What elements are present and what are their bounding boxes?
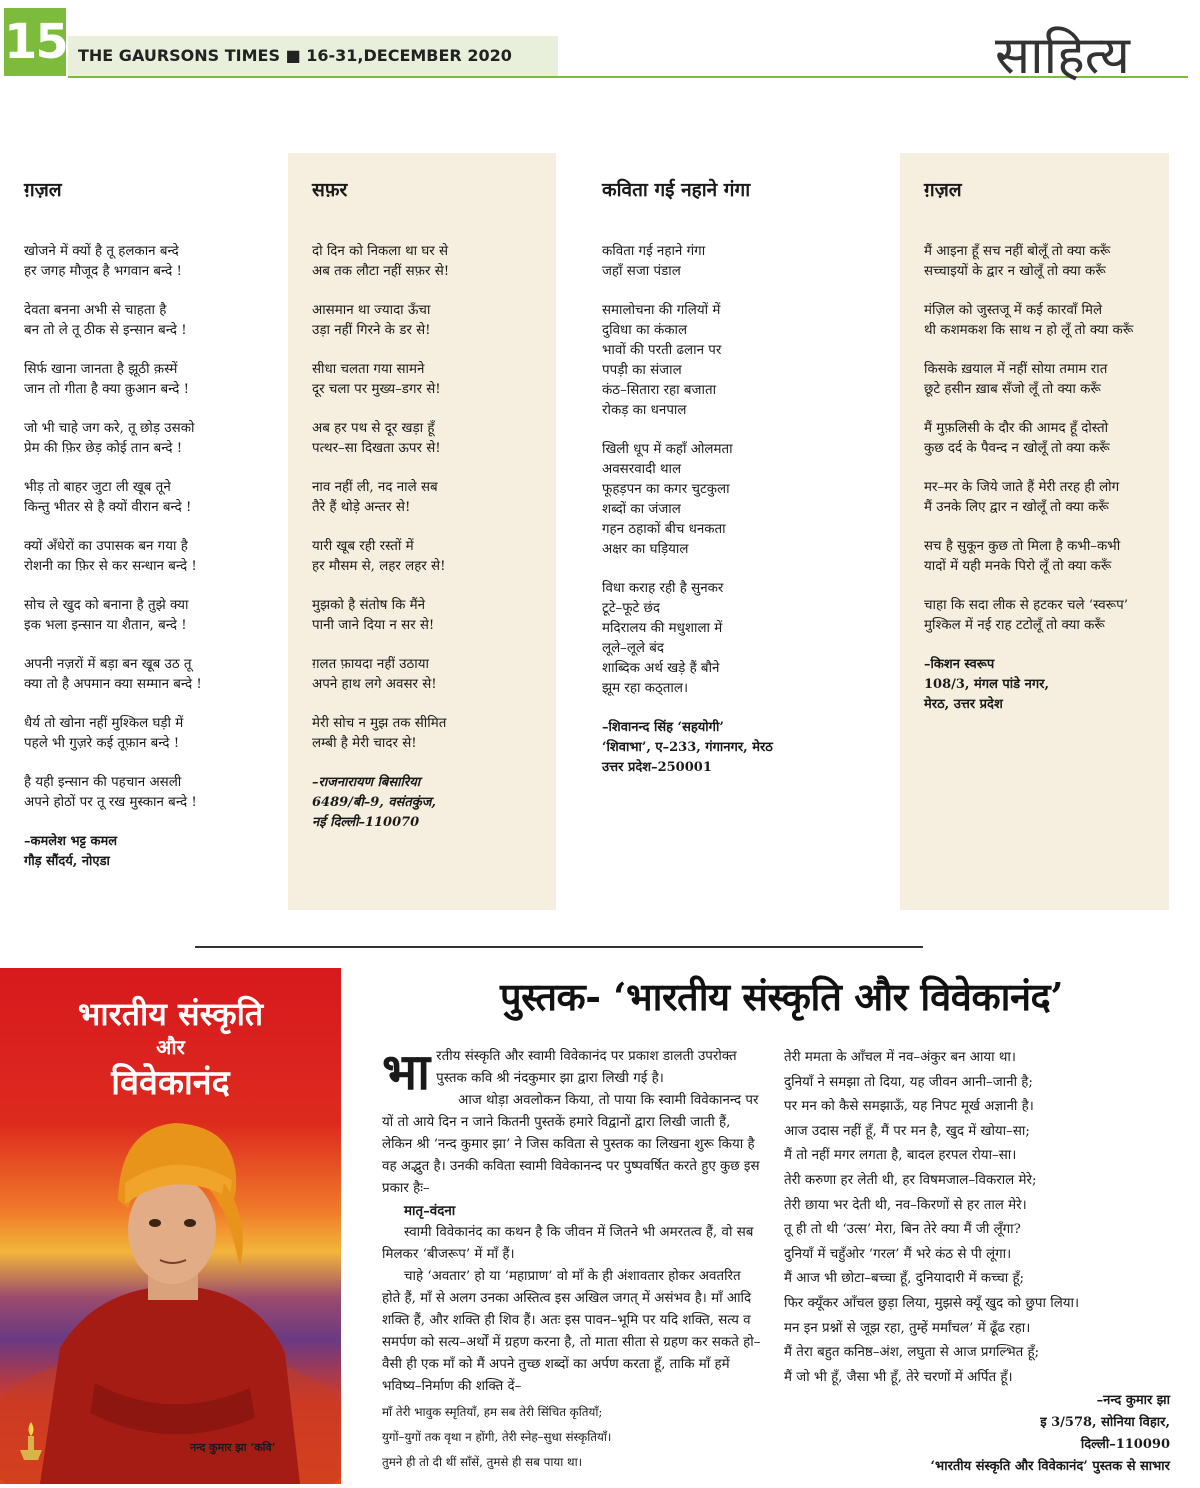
poem-line: गहन ठहाकों बीच धनकता — [602, 522, 726, 537]
credit-line: नई दिल्ली–110070 — [312, 815, 420, 830]
poem-line: झूम रहा कठ्ताल। — [602, 681, 689, 696]
poem-line: सोच ले खुद को बनाना है तुझे क्या — [24, 598, 189, 613]
poem-safar — [312, 178, 552, 833]
stanza — [312, 537, 552, 577]
stanza — [312, 596, 552, 636]
article-para-4: चाहे ‘अवतार’ हो या ‘महाप्राण’ वो माँ के ही अंशावतार होकर अवतरित होते हैं, माँ से अलग उनका अस्तित्व इस अखिल जगत् में असंभव है। माँ आदि शक्ति हैं, और शक्ति ही शिव हैं। अतः इस पावन–भूमि पर यदि शक्ति, सत्य व समर्पण को सत्य–अर्थों में ग्रहण करना है, तो माता सीता से ग्रहण कर सकते हो– वैसी ही एक माँ को मैं अपने तुच्छ शब्दों का अर्पण करता हूँ, ताकि माँ हमें भविष्य–निर्माण की शक्ति दें– — [382, 1269, 761, 1394]
verse-line: तेरी ममता के आँचल में नव–अंकुर बन आया था। — [784, 1050, 1016, 1065]
poem-credit — [312, 773, 552, 833]
poem-line: खिली धूप में कहाँ ओलमता — [602, 442, 733, 457]
stanza — [312, 655, 552, 695]
stanza — [924, 360, 1169, 400]
poem-line: सच्चाइयों के द्वार न खोलूँ तो क्या करूँ — [924, 264, 1106, 279]
stanza — [24, 537, 274, 577]
cover-title-line2: और — [156, 1035, 185, 1059]
verse-line: माँ तेरी भावुक स्मृतियाँ, हम सब तेरी सिंचित कृतियाँ; — [382, 1405, 603, 1419]
section-title: साहित्य — [995, 26, 1130, 86]
verse-line: मैं तेरा बहुत कनिष्ठ–अंश, लघुता से आज प्रगल्भित हूँ; — [784, 1345, 1040, 1361]
credit-line: उत्तर प्रदेश–250001 — [602, 760, 712, 775]
verse-line: मैं तो नहीं मगर लगता है, बादल हरपल रोया–सा। — [784, 1148, 1017, 1164]
article-subhead: मातृ–वंदना — [404, 1203, 456, 1219]
poem-line: पपड़ी का संजाल — [602, 363, 682, 378]
verse-left — [382, 1400, 762, 1475]
stanza — [24, 773, 274, 813]
verse-line: तेरी छाया भर देती थी, नव–किरणों से हर ताल मेरे। — [784, 1197, 1027, 1213]
poem-line: टूटे–फूटे छंद — [602, 601, 661, 616]
poem-line: मैं आइना हूँ सच नहीं बोलूँ तो क्या करूँ — [924, 244, 1111, 259]
credit-line: 108/3, मंगल पांडे नगर, — [924, 677, 1050, 692]
credit-line: –कमलेश भट्ट कमल — [24, 834, 118, 849]
credit-line: –राजनारायण बिसारिया — [312, 775, 421, 790]
stanza — [312, 478, 552, 518]
verse-line: तुमने ही तो दी थीं साँसें, तुमसे ही सब पाया था। — [382, 1455, 583, 1469]
poem-line: खोजने में क्यों है तू हलकान बन्दे — [24, 244, 179, 259]
poem-line: बन तो ले तू ठीक से इन्सान बन्दे ! — [24, 323, 187, 338]
verse-line: आज उदास नहीं हूँ, मैं पर मन है, खुद में खोया–सा; — [784, 1123, 1030, 1139]
verse-line: पर मन को कैसे समझाऊँ, यह निपट मूर्ख अज्ञानी है। — [784, 1099, 1034, 1115]
stanza — [924, 596, 1169, 636]
poem-line: देवता बनना अभी से चाहता है — [24, 303, 167, 318]
article-headline: पुस्तक- ‘भारतीय संस्कृति और विवेकानंद’ — [500, 974, 1063, 1019]
poem-line: विधा कराह रही है सुनकर — [602, 581, 724, 596]
article-signature — [931, 1390, 1170, 1478]
poem-line: सच है सुकून कुछ तो मिला है कभी–कभी — [924, 539, 1121, 554]
poem-line: भीड़ तो बाहर जुटा ली खूब तूने — [24, 480, 171, 495]
stanza — [924, 478, 1169, 518]
poem-ghazal-2 — [924, 178, 1169, 715]
poem-line: क्यों अँधेरों का उपासक बन गया है — [24, 539, 188, 554]
page-number: 15 — [4, 8, 66, 76]
poem-line: समालोचना की गलियों में — [602, 303, 721, 318]
credit-line: –शिवानन्द सिंह ‘सहयोगी’ — [602, 720, 724, 735]
poem-line: हर जगह मौजूद है भगवान बन्दे ! — [24, 264, 182, 279]
stanza — [24, 714, 274, 754]
cover-title-line3: विवेकानंद — [111, 1063, 230, 1103]
poem-line: किसके ख़याल में नहीं सोया तमाम रात — [924, 362, 1108, 377]
verse-line: तेरी करुणा हर लेती थी, हर विषमजाल–विकराल मेरे; — [784, 1172, 1037, 1188]
stanza — [602, 242, 892, 282]
poem-line: दो दिन को निकला था घर से — [312, 244, 449, 259]
credit-line: 6489/बी–9, वसंतकुंज, — [312, 795, 436, 810]
poem-line: शब्दों का जंजाल — [602, 502, 681, 517]
stanza — [312, 714, 552, 754]
verse-line: तू ही तो थी ‘उत्स’ मेरा, बिन तेरे क्या मैं जी लूँगा? — [784, 1222, 1021, 1238]
verse-line: फिर क्यूँकर आँचल छुड़ा लिया, मुझसे क्यूँ खुद को छुपा लिया। — [784, 1295, 1080, 1311]
poem-line: मैं उनके लिए द्वार न खोलूँ तो क्या करूँ — [924, 500, 1109, 515]
poem-line: कुछ दर्द के पैवन्द न खोलूँ तो क्या करूँ — [924, 441, 1110, 456]
poem-line: है यही इन्सान की पहचान असली — [24, 775, 182, 790]
stanza — [24, 655, 274, 695]
stanza — [602, 440, 892, 560]
poem-title: सफ़र — [312, 179, 348, 201]
poem-line: दूर चला पर मुख्य–डगर से! — [312, 382, 441, 397]
poem-line: अपने हाथ लगे अवसर से! — [312, 677, 437, 692]
verse-line: दुनियाँ में चहुँओर ‘गरल’ मैं भरे कंठ से पी लूंगा। — [784, 1246, 1012, 1262]
poem-line: फूहड़पन का कगर चुटकुला — [602, 482, 730, 497]
signature-line: इ 3/578, सोनिया विहार, — [1040, 1415, 1170, 1430]
stanza — [924, 537, 1169, 577]
cover-author: नन्द कुमार झा ‘कवि’ — [190, 1441, 276, 1454]
poem-line: चाहा कि सदा लीक से हटकर चले ‘स्वरूप’ — [924, 598, 1128, 613]
drop-cap: भा — [382, 1042, 431, 1101]
stanza — [312, 360, 552, 400]
stanza — [924, 301, 1169, 341]
poem-line: थी कशमकश कि साथ न हो लूँ तो क्या करूँ — [924, 323, 1134, 338]
poem-line: किन्तु भीतर से है क्यों वीरान बन्दे ! — [24, 500, 192, 515]
stanza — [312, 242, 552, 282]
stanza — [602, 579, 892, 699]
poem-line: शाब्दिक अर्थ खड़े हैं बौने — [602, 661, 720, 676]
stanza — [24, 419, 274, 459]
poem-line: पहले भी गुज़रे कई तूफ़ान बन्दे ! — [24, 736, 180, 751]
article-para-1: रतीय संस्कृति और स्वामी विवेकानंद पर प्रकाश डालती उपरोक्त पुस्तक कवि श्री नंदकुमार झा द्वारा लिखी गई है। — [436, 1049, 737, 1086]
verse-line: मन इन प्रश्नों से जूझ रहा, तुम्हें मर्मांचल’ में ढूँढ रहा। — [784, 1320, 1031, 1336]
poem-line: पानी जाने दिया न सर से! — [312, 618, 435, 633]
poem-line: अपने होठों पर तू रख मुस्कान बन्दे ! — [24, 795, 197, 810]
poem-credit — [602, 718, 892, 778]
stanza — [602, 301, 892, 421]
poem-line: तैरे हैं थोड़े अन्तर से! — [312, 500, 411, 515]
poem-credit — [24, 832, 274, 872]
verse-line: मैं जो भी हूँ, जैसा भी हूँ, तेरे चरणों में अर्पित हूँ। — [784, 1369, 1013, 1385]
signature-line: दिल्ली–110090 — [1080, 1437, 1170, 1452]
poem-ghazal-1 — [24, 178, 274, 872]
poem-line: नाव नहीं ली, नद नाले सब — [312, 480, 438, 495]
poem-line: अवसरवादी थाल — [602, 462, 682, 477]
poem-line: रोशनी का फ़िर से कर सन्धान बन्दे ! — [24, 559, 197, 574]
article-column-left — [382, 1042, 762, 1475]
poem-line: अपनी नज़रों में बड़ा बन खूब उठ तू — [24, 657, 192, 672]
poem-line: प्रेम की फ़िर छेड़ कोई तान बन्दे ! — [24, 441, 183, 456]
poem-line: अब हर पथ से दूर खड़ा हूँ — [312, 421, 435, 436]
stanza — [24, 360, 274, 400]
stanza — [924, 242, 1169, 282]
article-para-3: स्वामी विवेकानंद का कथन है कि जीवन में जितने भी अमरतत्व हैं, वो सब मिलकर ‘बीजरूप’ में माँ हैं। — [382, 1225, 754, 1262]
credit-line: मेरठ, उत्तर प्रदेश — [924, 697, 1003, 712]
poem-line: ग़लत फ़ायदा नहीं उठाया — [312, 657, 429, 672]
article-para-2: आज थोड़ा अवलोकन किया, तो पाया कि स्वामी विवेकानन्द पर यों तो आये दिन न जाने कितनी पुस्तकें हमारे विद्वानों द्वारा लिखी जाती हैं, लेकिन श्री ‘नन्द कुमार झा’ ने जिस कविता से पुस्तक का लिखना शुरू किया है वह अद्भुत है। उनकी कविता स्वामी विवेकानन्द पर पुष्पवर्षित करते हुए कुछ इस प्रकार हैः– — [382, 1093, 760, 1196]
poem-line: अब तक लौटा नहीं सफ़र से! — [312, 264, 450, 279]
divider-rule — [195, 946, 923, 948]
poem-line: भावों की परती ढलान पर — [602, 343, 722, 358]
poem-line: उड़ा नहीं गिरने के डर से! — [312, 323, 431, 338]
poem-line: मर–मर के जिये जाते हैं मेरी तरह ही लोग — [924, 480, 1120, 495]
poem-line: लूले–लूले बंद — [602, 641, 665, 656]
poem-line: मुश्किल में नई राह टटोलूँ तो क्या करूँ — [924, 618, 1105, 633]
poem-line: यारी खूब रही रस्तों में — [312, 539, 414, 554]
poem-line: पत्थर–सा दिखता ऊपर से! — [312, 441, 441, 456]
poem-line: कंठ–सितारा रहा बजाता — [602, 383, 717, 398]
poem-line: जहाँ सजा पंडाल — [602, 264, 681, 279]
poem-line: जान तो गीता है क्या क़ुआन बन्दे ! — [24, 382, 190, 397]
poem-line: मैं मुफ़लिसी के दौर की आमद हूँ दोस्तो — [924, 421, 1109, 436]
poem-line: दुविधा का कंकाल — [602, 323, 688, 338]
poem-line: मेरी सोच न मुझ तक सीमित — [312, 716, 447, 731]
poem-line: मंज़िल को जुस्तजू में कई कारवाँ मिले — [924, 303, 1103, 318]
poem-line: सीधा चलता गया सामने — [312, 362, 425, 377]
poem-kavita-gai-nahane-ganga — [602, 178, 892, 778]
credit-line: गौड़ सौंदर्य, नोएडा — [24, 854, 110, 869]
poem-line: कविता गई नहाने गंगा — [602, 244, 706, 259]
poem-line: लम्बी है मेरी चादर से! — [312, 736, 417, 751]
signature-line: ‘भारतीय संस्कृति और विवेकानंद’ पुस्तक से साभार — [930, 1459, 1170, 1474]
poem-title: ग़ज़ल — [24, 179, 62, 201]
book-cover — [0, 968, 341, 1484]
poem-line: क्या तो है अपमान क्या सम्मान बन्दे ! — [24, 677, 202, 692]
poem-line: मुझको है संतोष कि मैंने — [312, 598, 426, 613]
verse-line: मैं आज भी छोटा–बच्चा हूँ, दुनियादारी में कच्चा हूँ; — [784, 1271, 1025, 1287]
poem-line: धैर्य तो खोना नहीं मुश्किल घड़ी में — [24, 716, 184, 731]
poem-credit — [924, 655, 1169, 715]
credit-line: –किशन स्वरूप — [924, 657, 995, 672]
poem-line: सिर्फ खाना जानता है झूठी क़स्में — [24, 362, 178, 377]
cover-title-line1: भारतीय संस्कृति — [77, 995, 264, 1033]
poem-line: रोकड़ का धनपाल — [602, 403, 687, 418]
masthead-title: THE GAURSONS TIMES ■ 16-31,DECEMBER 2020 — [78, 46, 512, 65]
verse-line: दुनियाँ ने समझा तो दिया, यह जीवन आनी–जानी है; — [784, 1074, 1033, 1090]
stanza — [312, 419, 552, 459]
poem-line: हर मौसम से, लहर लहर से! — [312, 559, 446, 574]
poem-title: कविता गई नहाने गंगा — [602, 179, 751, 201]
poem-line: जो भी चाहे जग करे, तू छोड़ उसको — [24, 421, 195, 436]
article-column-right — [784, 1046, 1184, 1390]
poem-line: इक भला इन्सान या शैतान, बन्दे ! — [24, 618, 187, 633]
stanza — [24, 596, 274, 636]
stanza — [312, 301, 552, 341]
stanza — [24, 301, 274, 341]
poem-line: छूटे हसीन ख़ाब सँजो लूँ तो क्या करूँ — [924, 382, 1101, 397]
stanza — [24, 478, 274, 518]
poem-line: अक्षर का घड़ियाल — [602, 542, 689, 557]
poem-line: मदिरालय की मधुशाला में — [602, 621, 723, 636]
credit-line: ‘शिवाभा’, ए–233, गंगानगर, मेरठ — [602, 740, 773, 755]
signature-line: –नन्द कुमार झा — [1096, 1393, 1170, 1408]
poem-title: ग़ज़ल — [924, 179, 962, 201]
stanza — [924, 419, 1169, 459]
poem-line: यादों में यही मनके पिरो लूँ तो क्या करूँ — [924, 559, 1112, 574]
verse-line: युगों–युगों तक वृथा न होंगी, तेरी स्नेह–सुधा संस्कृतियाँ। — [382, 1430, 612, 1444]
stanza — [24, 242, 274, 282]
poem-line: आसमान था ज्यादा ऊँचा — [312, 303, 431, 318]
